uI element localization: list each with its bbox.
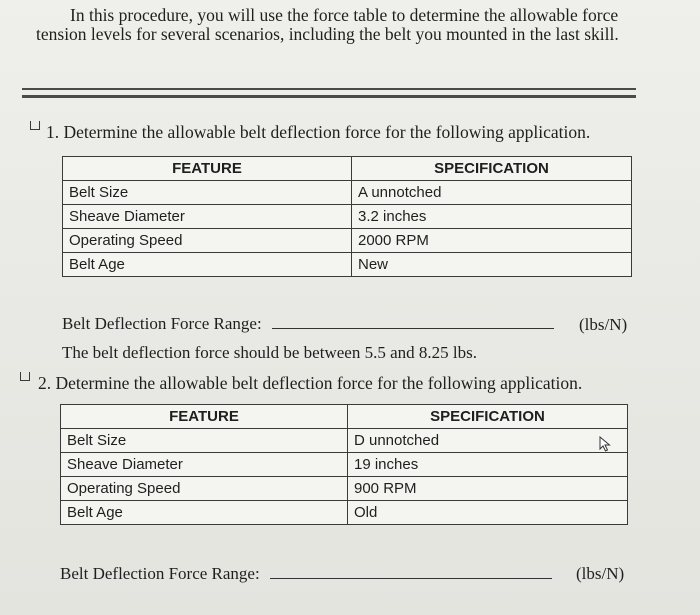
- question1-answer-label: Belt Deflection Force Range:: [62, 314, 262, 333]
- table-header-row: [61, 405, 628, 429]
- feature-cell: Operating Speed: [61, 477, 348, 501]
- table-row: [61, 429, 628, 453]
- specification-header: SPECIFICATION: [348, 405, 628, 429]
- specification-header: SPECIFICATION: [352, 157, 632, 181]
- specification-cell: 3.2 inches: [352, 205, 632, 229]
- table-row: [61, 477, 628, 501]
- section-divider-bottom: [22, 95, 636, 98]
- feature-cell: Sheave Diameter: [61, 453, 348, 477]
- question1-answer-line: [62, 314, 554, 334]
- question1-checkbox[interactable]: [30, 121, 40, 130]
- feature-cell: Belt Age: [63, 253, 352, 277]
- specification-cell: New: [352, 253, 632, 277]
- intro-paragraph: In this procedure, you will use the force table to determine the allowable force tension levels for several scenarios, including the belt you mounted in the last skill.: [36, 5, 619, 44]
- question2-answer-blank[interactable]: [270, 566, 552, 579]
- section-divider-top: [22, 88, 636, 90]
- question2-answer-label: Belt Deflection Force Range:: [60, 564, 260, 583]
- question2-answer-line: [60, 564, 552, 584]
- feature-header: FEATURE: [61, 405, 348, 429]
- question1-label: 1. Determine the allowable belt deflection force for the following application.: [46, 122, 591, 142]
- table-row: [63, 229, 632, 253]
- specification-cell: 900 RPM: [348, 477, 628, 501]
- specification-cell: 2000 RPM: [352, 229, 632, 253]
- specification-cell: 19 inches: [348, 453, 628, 477]
- question1-answer-unit: (lbs/N): [579, 315, 628, 334]
- question1-spec-table: [62, 156, 632, 277]
- question2-checkbox[interactable]: [20, 372, 30, 381]
- feature-cell: Sheave Diameter: [63, 205, 352, 229]
- feature-header: FEATURE: [63, 157, 352, 181]
- table-row: [63, 181, 632, 205]
- question1-answer-blank[interactable]: [272, 316, 554, 329]
- table-row: [61, 453, 628, 477]
- table-row: [61, 501, 628, 525]
- question2-answer-unit: (lbs/N): [576, 564, 625, 583]
- question1-note: The belt deflection force should be between 5.5 and 8.25 lbs.: [62, 343, 477, 362]
- question2-spec-table: [60, 404, 628, 525]
- feature-cell: Belt Age: [61, 501, 348, 525]
- table-row: [63, 205, 632, 229]
- feature-cell: Operating Speed: [63, 229, 352, 253]
- specification-cell: A unnotched: [352, 181, 632, 205]
- table-header-row: [63, 157, 632, 181]
- table-row: [63, 253, 632, 277]
- feature-cell: Belt Size: [63, 181, 352, 205]
- specification-cell: Old: [348, 501, 628, 525]
- question2-label: 2. Determine the allowable belt deflection force for the following application.: [38, 373, 583, 393]
- pointer-cursor-icon: [598, 436, 612, 452]
- feature-cell: Belt Size: [61, 429, 348, 453]
- specification-cell: D unnotched: [348, 429, 628, 453]
